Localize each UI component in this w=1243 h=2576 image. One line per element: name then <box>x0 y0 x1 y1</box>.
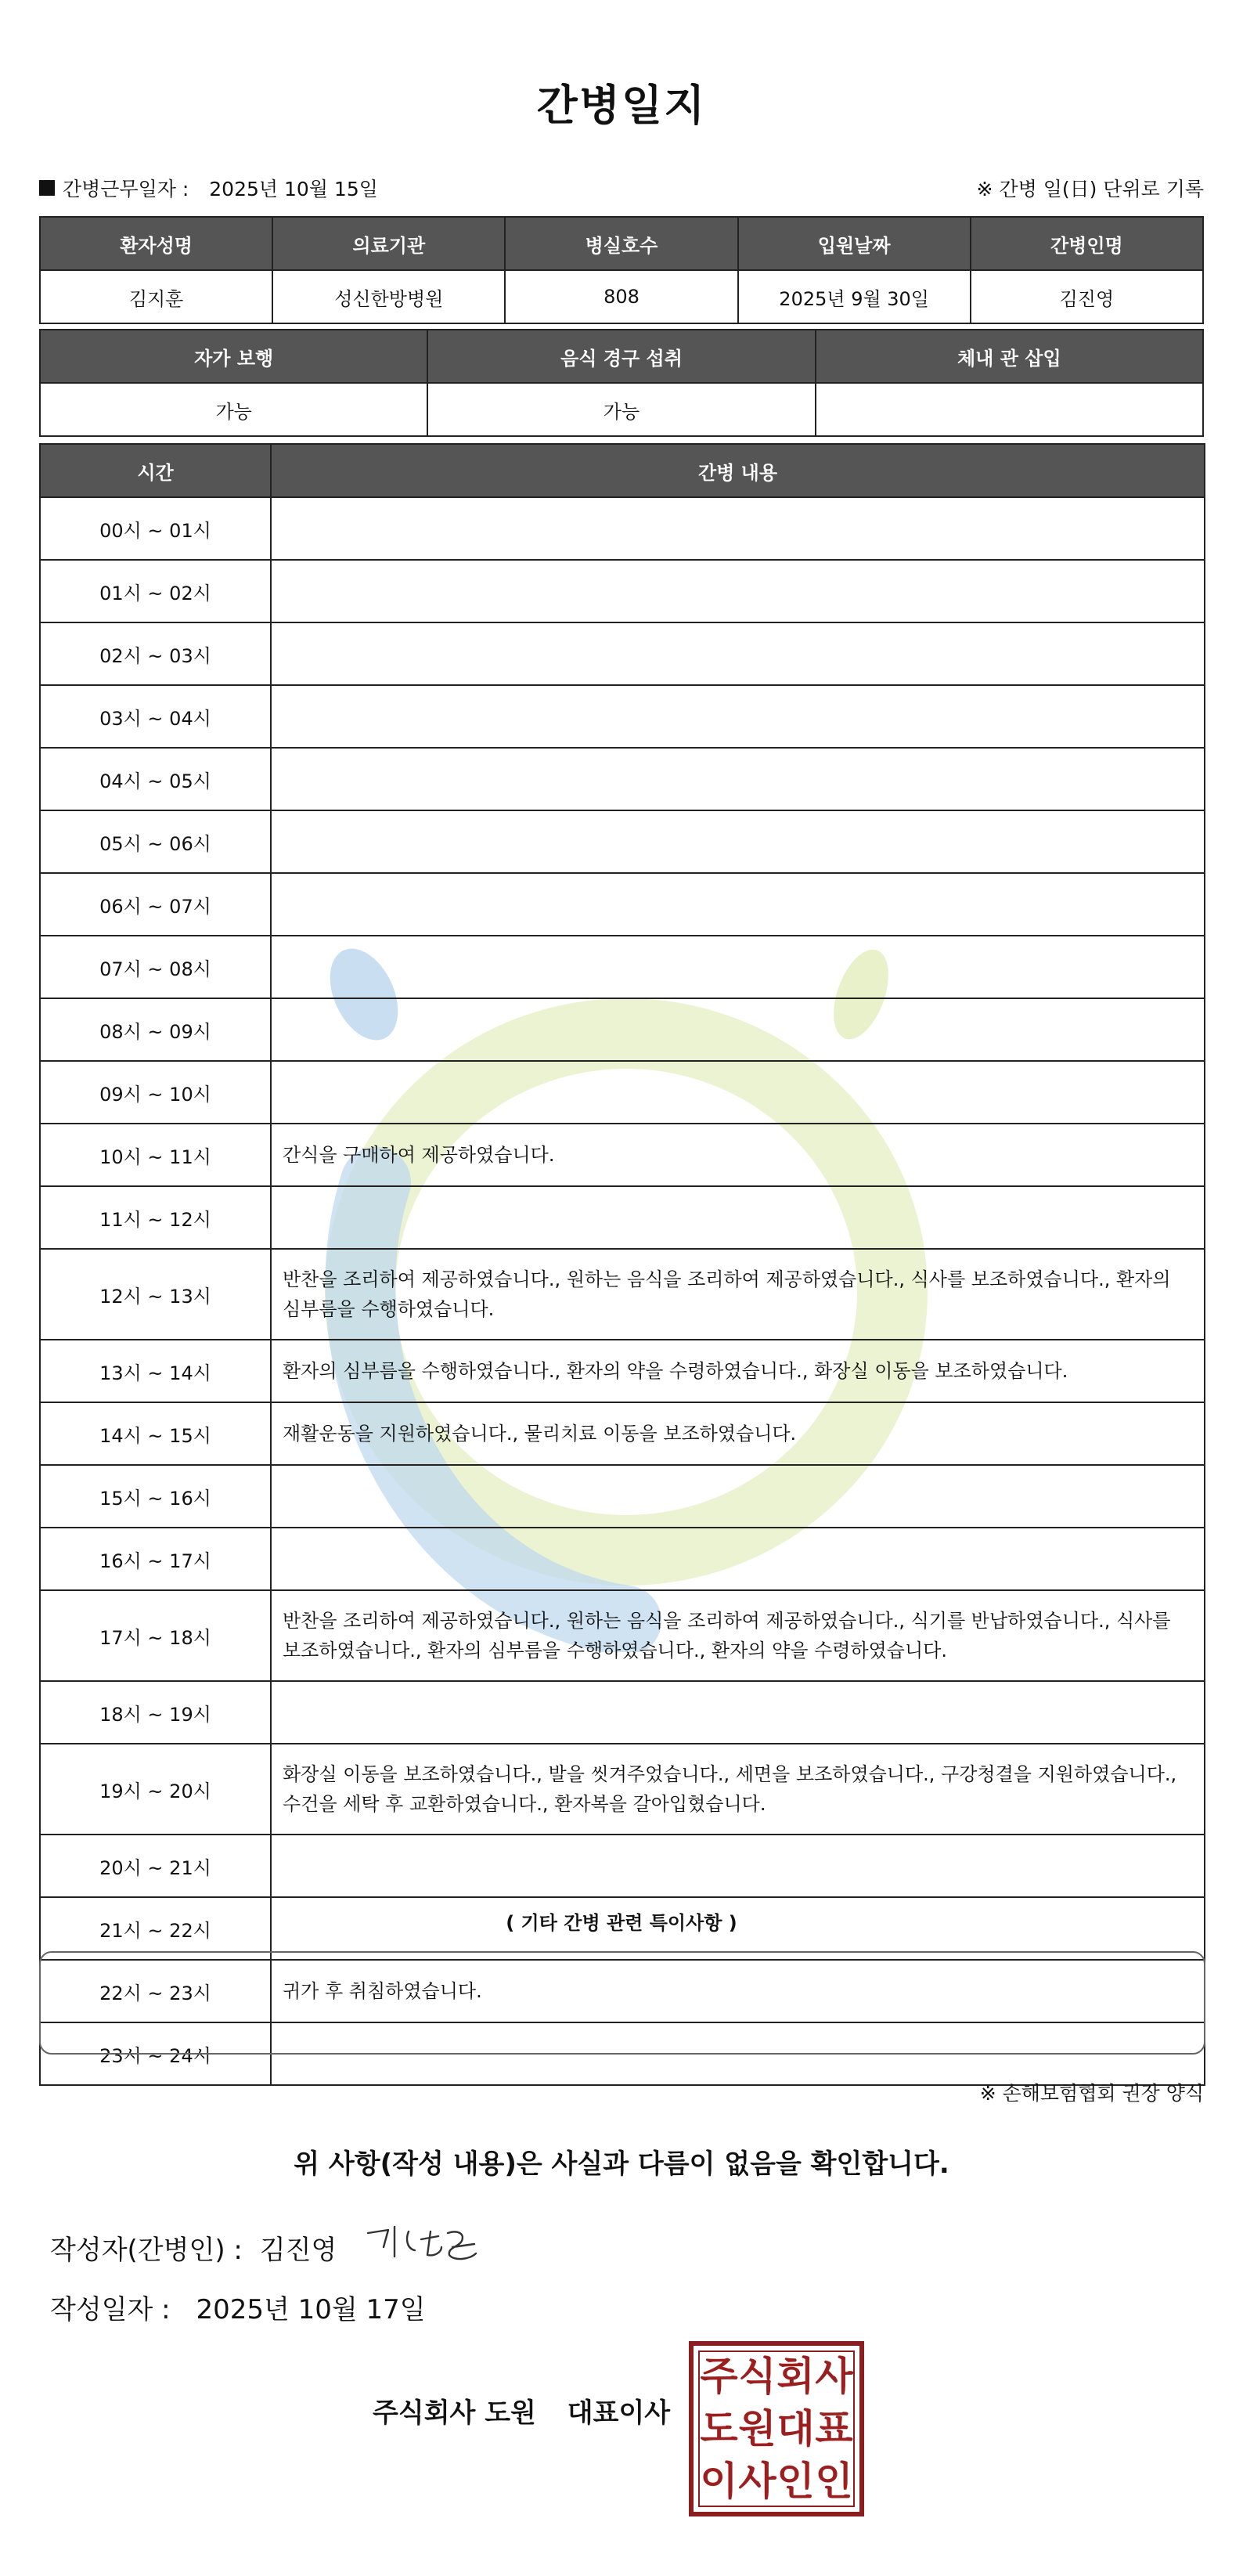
header-oral-intake: 음식 경구 섭취 <box>427 330 815 383</box>
content-cell <box>271 1528 1205 1590</box>
company-role: 대표이사 <box>567 2397 671 2429</box>
content-cell: 재활운동을 지원하였습니다., 물리치료 이동을 보조하였습니다. <box>271 1402 1205 1465</box>
patient-info-table <box>39 216 1204 324</box>
content-cell <box>271 685 1205 748</box>
table-row <box>40 1249 1205 1340</box>
table-row <box>40 1744 1205 1835</box>
care-log-table <box>39 443 1205 2086</box>
seal-char: 이 <box>700 2458 738 2504</box>
seal-char: 표 <box>815 2405 853 2452</box>
oral-intake-value: 가능 <box>427 383 815 436</box>
content-cell <box>271 1186 1205 1249</box>
table-row <box>40 685 1205 748</box>
header-patient-name: 환자성명 <box>40 217 272 270</box>
company-seal-icon <box>689 2341 864 2516</box>
caregiver-name: 김진영 <box>971 270 1203 323</box>
content-cell <box>271 1465 1205 1528</box>
content-cell <box>271 1061 1205 1124</box>
time-cell: 06시 ~ 07시 <box>40 873 271 936</box>
unit-note: ※ 간병 일(日) 단위로 기록 <box>976 178 1204 200</box>
table-row <box>40 622 1205 685</box>
content-cell: 반찬을 조리하여 제공하였습니다., 원하는 음식을 조리하여 제공하였습니다., 식사를 보조하였습니다., 환자의 심부름을 수행하였습니다. <box>271 1249 1205 1340</box>
confirmation-statement: 위 사항(작성 내용)은 사실과 다름이 없음을 확인합니다. <box>294 2148 949 2180</box>
page-title: 간병일지 <box>536 81 707 130</box>
seal-char: 인 <box>815 2458 853 2504</box>
admission-date: 2025년 9월 30일 <box>738 270 971 323</box>
hospital-name: 성신한방병원 <box>272 270 505 323</box>
header-self-walking: 자가 보행 <box>40 330 427 383</box>
table-row <box>40 810 1205 873</box>
table-row <box>40 998 1205 1061</box>
content-cell: 귀가 후 취침하였습니다. <box>271 1960 1205 2022</box>
company-name: 주식회사 도원 <box>373 2397 536 2429</box>
writer-name: 김진영 <box>259 2234 337 2266</box>
table-row <box>40 1340 1205 1402</box>
time-cell: 16시 ~ 17시 <box>40 1528 271 1590</box>
header-admission-date: 입원날짜 <box>738 217 971 270</box>
table-row <box>40 1402 1205 1465</box>
content-cell: 간식을 구매하여 제공하였습니다. <box>271 1124 1205 1186</box>
time-cell: 09시 ~ 10시 <box>40 1061 271 1124</box>
table-row <box>40 1528 1205 1590</box>
square-bullet-icon <box>39 180 55 196</box>
content-cell <box>271 622 1205 685</box>
seal-char: 원 <box>738 2405 776 2452</box>
work-date-value: 2025년 10월 15일 <box>209 178 378 200</box>
time-cell: 02시 ~ 03시 <box>40 622 271 685</box>
room-number: 808 <box>505 270 737 323</box>
table-row <box>40 1465 1205 1528</box>
time-cell: 10시 ~ 11시 <box>40 1124 271 1186</box>
header-care-content: 간병 내용 <box>271 444 1205 497</box>
time-cell: 03시 ~ 04시 <box>40 685 271 748</box>
time-cell: 18시 ~ 19시 <box>40 1681 271 1744</box>
header-hospital: 의료기관 <box>272 217 505 270</box>
table-row <box>40 1590 1205 1681</box>
header-tube-insertion: 체내 관 삽입 <box>816 330 1203 383</box>
table-row <box>40 1681 1205 1744</box>
table-row <box>40 1061 1205 1124</box>
time-cell: 14시 ~ 15시 <box>40 1402 271 1465</box>
content-cell <box>271 497 1205 560</box>
seal-char: 인 <box>776 2458 815 2504</box>
time-cell: 19시 ~ 20시 <box>40 1744 271 1835</box>
table-row <box>40 497 1205 560</box>
content-cell <box>271 748 1205 810</box>
table-row <box>40 873 1205 936</box>
time-cell: 21시 ~ 22시 <box>40 1897 271 1960</box>
table-row <box>40 936 1205 998</box>
time-cell: 23시 ~ 24시 <box>40 2022 271 2085</box>
notes-title: ( 기타 간병 관련 특이사항 ) <box>506 1912 737 1934</box>
time-cell: 11시 ~ 12시 <box>40 1186 271 1249</box>
content-cell <box>271 1681 1205 1744</box>
content-cell: 반찬을 조리하여 제공하였습니다., 원하는 음식을 조리하여 제공하였습니다., 식기를 반납하였습니다., 식사를 보조하였습니다., 환자의 심부름을 수행하였습니다., 환자의 약을 수령하였습니다. <box>271 1590 1205 1681</box>
work-date <box>39 174 378 202</box>
table-row <box>40 560 1205 622</box>
header-room: 병실호수 <box>505 217 737 270</box>
meta-row <box>39 174 1204 205</box>
header-caregiver-name: 간병인명 <box>971 217 1203 270</box>
patient-status-table <box>39 329 1204 437</box>
time-cell: 15시 ~ 16시 <box>40 1465 271 1528</box>
writer-line <box>50 2216 485 2278</box>
tube-insertion-value <box>816 383 1203 436</box>
time-cell: 22시 ~ 23시 <box>40 1960 271 2022</box>
content-cell <box>271 1835 1205 1897</box>
work-date-label: 간병근무일자 : <box>63 178 189 200</box>
seal-char: 대 <box>776 2405 815 2452</box>
time-cell: 17시 ~ 18시 <box>40 1590 271 1681</box>
source-note: ※ 손해보험협회 권장 양식 <box>979 2082 1204 2105</box>
table-row <box>40 1124 1205 1186</box>
content-cell <box>271 873 1205 936</box>
written-date-value: 2025년 10월 17일 <box>196 2294 426 2325</box>
time-cell: 01시 ~ 02시 <box>40 560 271 622</box>
seal-char: 사 <box>738 2458 776 2504</box>
table-row <box>40 1186 1205 1249</box>
notes-box <box>39 1951 1205 2055</box>
time-cell: 12시 ~ 13시 <box>40 1249 271 1340</box>
time-cell: 00시 ~ 01시 <box>40 497 271 560</box>
seal-char: 사 <box>815 2354 853 2400</box>
seal-char: 식 <box>738 2354 776 2400</box>
seal-char: 도 <box>700 2405 738 2452</box>
self-walking-value: 가능 <box>40 383 427 436</box>
time-cell: 20시 ~ 21시 <box>40 1835 271 1897</box>
table-row <box>40 748 1205 810</box>
seal-char: 주 <box>700 2354 738 2400</box>
content-cell <box>271 936 1205 998</box>
time-cell: 07시 ~ 08시 <box>40 936 271 998</box>
patient-name: 김지훈 <box>40 270 272 323</box>
content-cell <box>271 998 1205 1061</box>
table-row <box>40 1835 1205 1897</box>
writer-label: 작성자(간병인) : <box>50 2234 243 2266</box>
time-cell: 13시 ~ 14시 <box>40 1340 271 1402</box>
header-time: 시간 <box>40 444 271 497</box>
handwritten-signature-icon <box>360 2216 485 2278</box>
content-cell: 화장실 이동을 보조하였습니다., 발을 씻겨주었습니다., 세면을 보조하였습니다., 구강청결을 지원하였습니다., 수건을 세탁 후 교환하였습니다., 환자복을 갈아입혔습니다. <box>271 1744 1205 1835</box>
written-date-label: 작성일자 : <box>50 2294 171 2325</box>
time-cell: 08시 ~ 09시 <box>40 998 271 1061</box>
seal-char: 회 <box>776 2354 815 2400</box>
seal-characters <box>700 2351 853 2507</box>
content-cell <box>271 560 1205 622</box>
company-line <box>373 2391 670 2430</box>
time-cell: 04시 ~ 05시 <box>40 748 271 810</box>
content-cell: 환자의 심부름을 수행하였습니다., 환자의 약을 수령하였습니다., 화장실 이동을 보조하였습니다. <box>271 1340 1205 1402</box>
content-cell <box>271 810 1205 873</box>
written-date-line <box>50 2288 426 2326</box>
time-cell: 05시 ~ 06시 <box>40 810 271 873</box>
